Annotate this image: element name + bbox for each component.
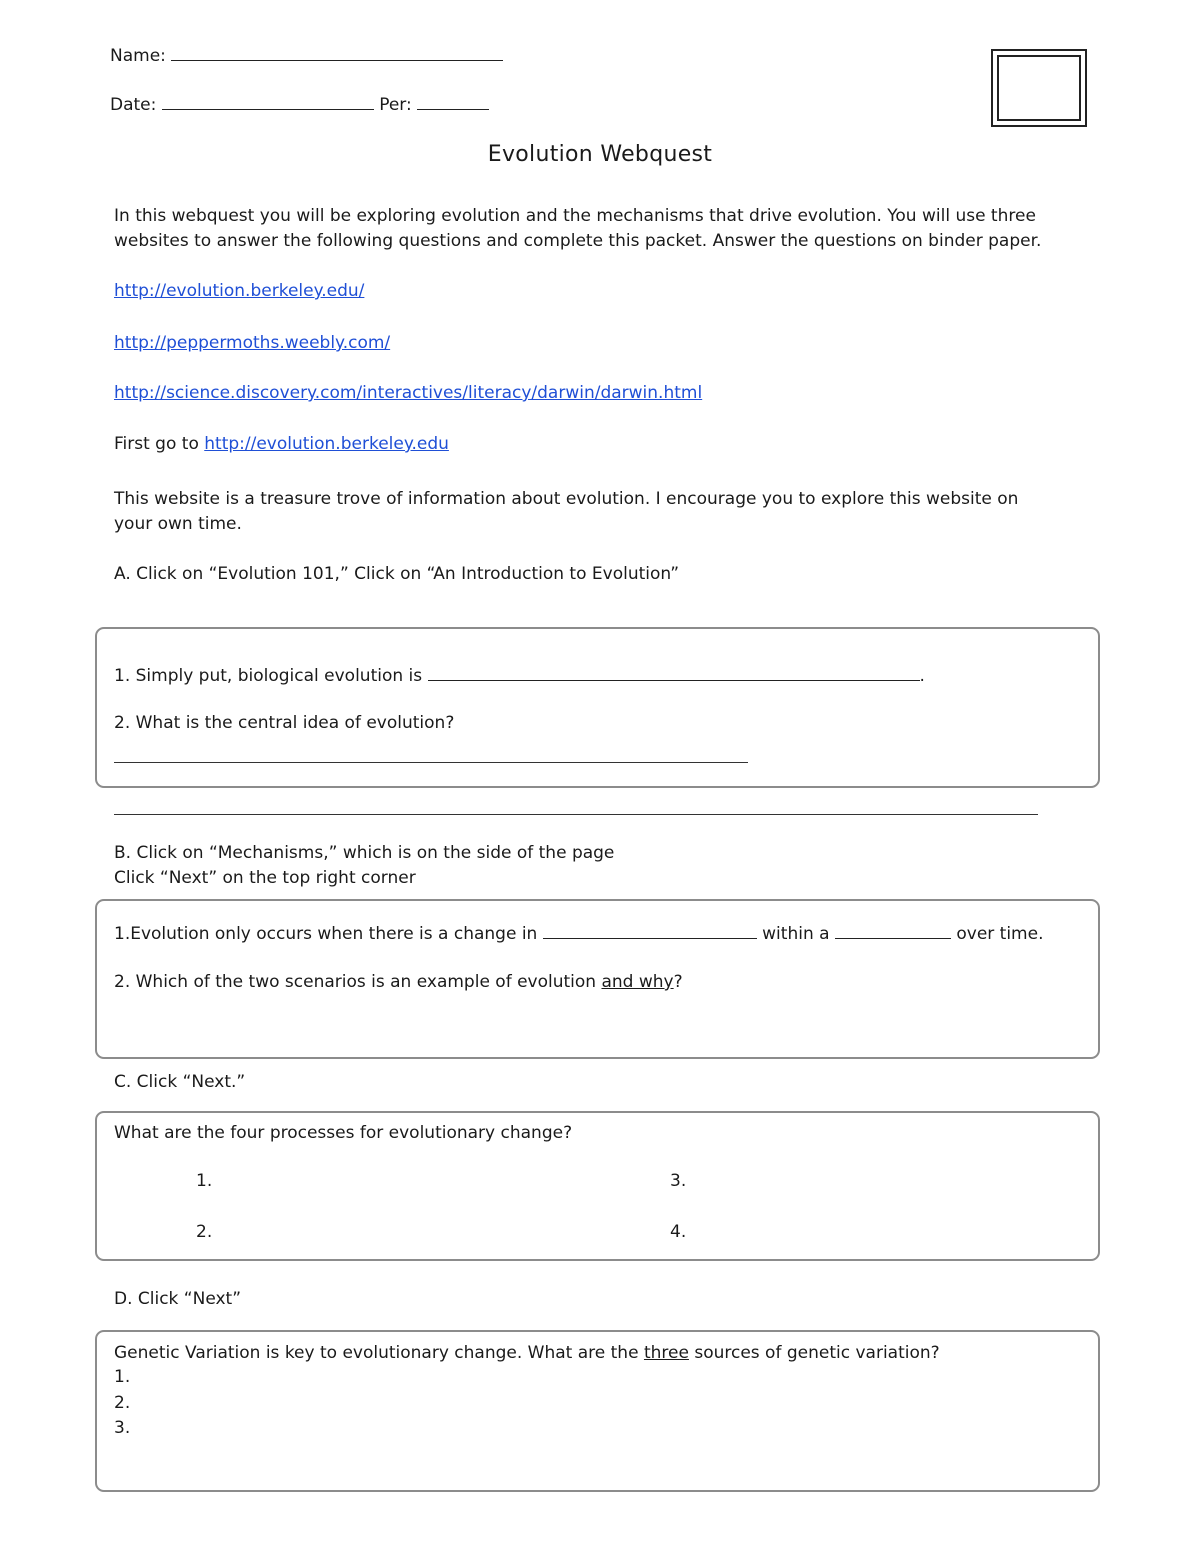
date-label: Date:: [110, 95, 157, 115]
section-a-q2: 2. What is the central idea of evolution?: [114, 713, 455, 733]
link-berkeley-first-go[interactable]: http://evolution.berkeley.edu: [204, 434, 449, 454]
intro-line-1: In this webquest you will be exploring evolution and the mechanisms that drive evolution. You will use three: [114, 206, 1036, 226]
section-b-q2-underlined: and why: [601, 972, 674, 992]
section-b-q2: [114, 971, 683, 993]
name-field[interactable]: [110, 43, 503, 67]
section-b-q1-text-2: within a: [762, 924, 830, 944]
page-title: Evolution Webquest: [487, 142, 713, 167]
intro-line-2: websites to answer the following questions and complete this packet. Answer the questions on binder paper.: [114, 231, 1042, 251]
section-c-item-1: 1.: [196, 1171, 213, 1191]
section-c-item-3: 3.: [670, 1171, 687, 1191]
section-a-answer-line-1[interactable]: [114, 762, 748, 763]
treasure-line-1: This website is a treasure trove of information about evolution. I encourage you to explore this website on: [114, 489, 1019, 509]
link-berkeley[interactable]: http://evolution.berkeley.edu/: [114, 281, 365, 301]
section-c-question: What are the four processes for evolutionary change?: [114, 1123, 573, 1143]
section-b-heading-1: B. Click on “Mechanisms,” which is on the side of the page: [114, 843, 615, 863]
link-discovery[interactable]: http://science.discovery.com/interactives/literacy/darwin/darwin.html: [114, 383, 703, 403]
date-per-row: [110, 92, 489, 116]
section-a-q1-blank[interactable]: [428, 663, 920, 681]
section-d-heading: D. Click “Next”: [114, 1289, 242, 1309]
section-a-heading: A. Click on “Evolution 101,” Click on “An Introduction to Evolution”: [114, 564, 680, 584]
name-blank[interactable]: [171, 43, 503, 61]
section-a-q1: [114, 663, 925, 687]
section-a-answer-line-2[interactable]: [114, 814, 1038, 815]
section-b-q1-blank-2[interactable]: [835, 921, 951, 939]
section-d-question-text-2: sources of genetic variation?: [694, 1343, 940, 1363]
section-d-item-3: 3.: [114, 1418, 131, 1438]
section-b-q1-blank-1[interactable]: [543, 921, 757, 939]
section-d-question-text-1: Genetic Variation is key to evolutionary change. What are the: [114, 1343, 639, 1363]
score-box: [991, 49, 1087, 127]
section-b-q2-text: 2. Which of the two scenarios is an example of evolution: [114, 972, 597, 992]
section-b-q1-text-3: over time.: [956, 924, 1044, 944]
section-b-q2-end: ?: [673, 972, 683, 992]
name-label: Name:: [110, 46, 166, 66]
section-d-question-underlined: three: [643, 1343, 689, 1363]
section-a-q1-period: .: [919, 666, 925, 686]
section-a-box: [95, 627, 1100, 788]
section-d-item-1: 1.: [114, 1367, 131, 1387]
section-d-item-2: 2.: [114, 1393, 131, 1413]
section-a-q1-text: 1. Simply put, biological evolution is: [114, 666, 423, 686]
section-b-q1-text-1: 1.Evolution only occurs when there is a change in: [114, 924, 538, 944]
section-b-q1: [114, 921, 1043, 945]
section-c-item-4: 4.: [670, 1222, 687, 1242]
per-label: Per:: [379, 95, 412, 115]
first-go-text: First go to: [114, 434, 199, 454]
first-go-line: [114, 433, 449, 455]
section-c-item-2: 2.: [196, 1222, 213, 1242]
treasure-line-2: your own time.: [114, 514, 242, 534]
section-c-heading: C. Click “Next.”: [114, 1072, 246, 1092]
section-d-question: [114, 1342, 940, 1364]
link-peppermoths[interactable]: http://peppermoths.weebly.com/: [114, 333, 391, 353]
date-blank[interactable]: [162, 92, 374, 110]
per-blank[interactable]: [417, 92, 489, 110]
section-b-heading-2: Click “Next” on the top right corner: [114, 868, 416, 888]
